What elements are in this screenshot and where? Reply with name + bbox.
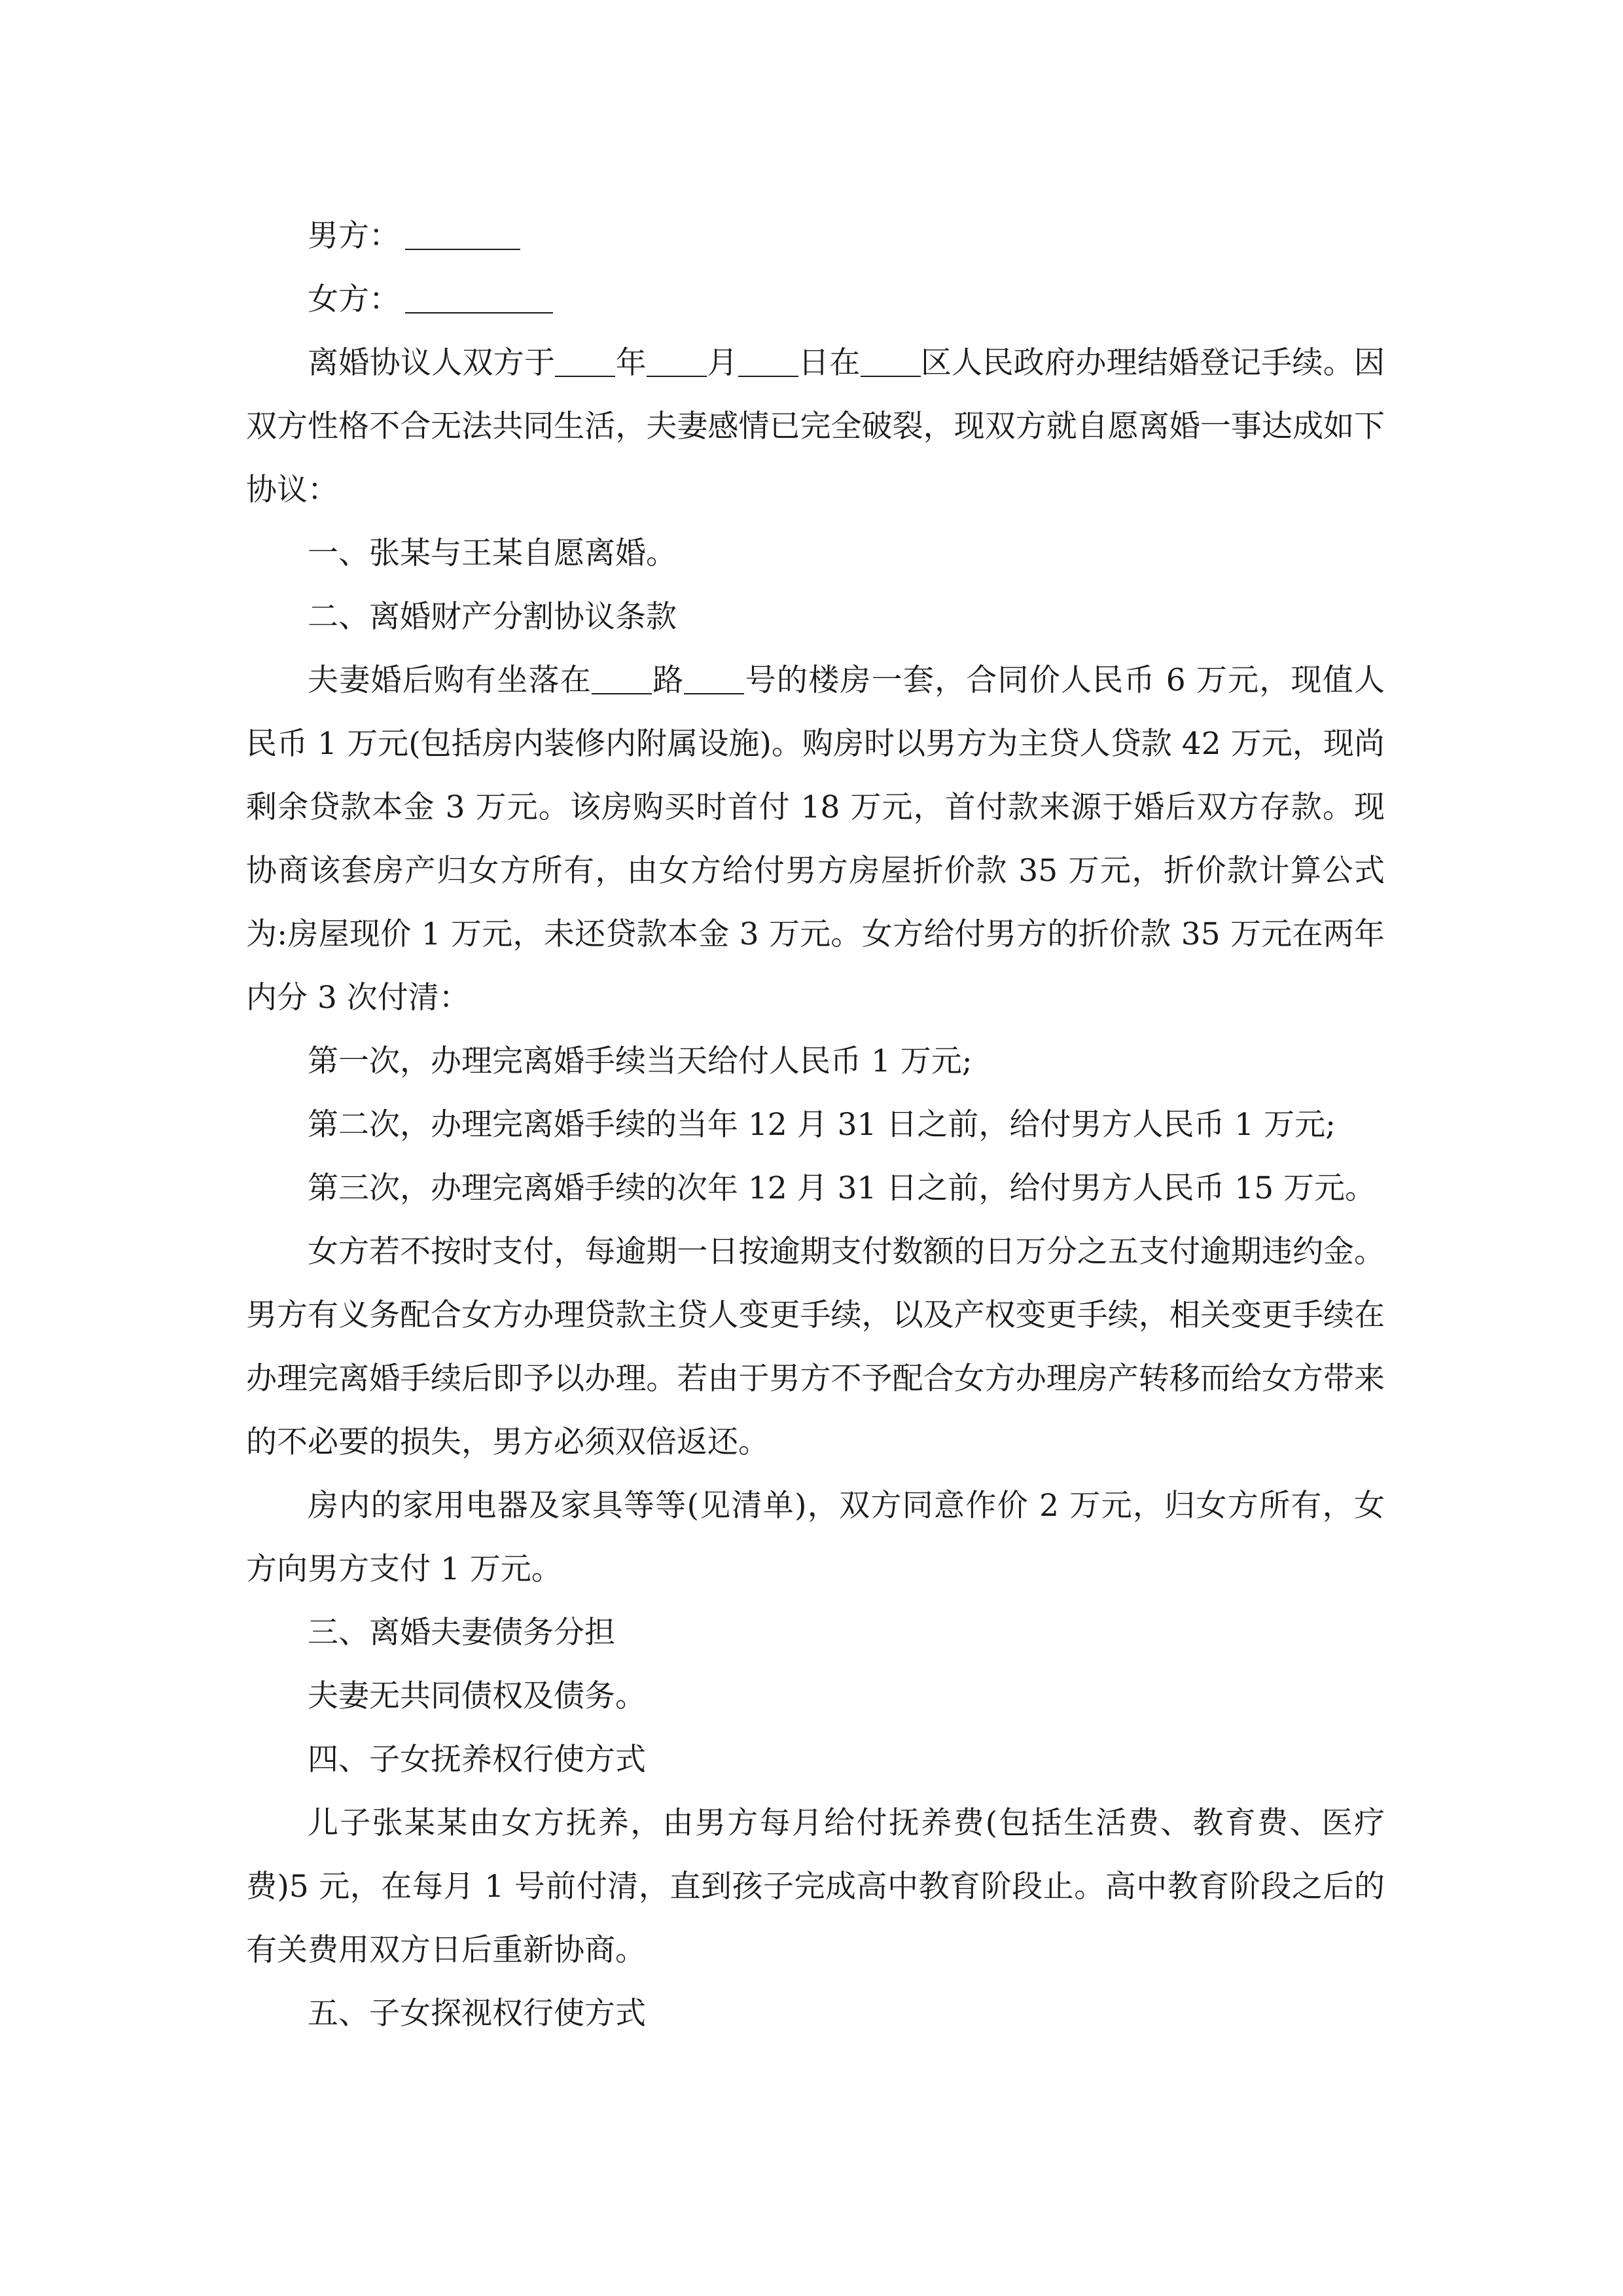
clause-4-title: 四、子女抚养权行使方式: [308, 1742, 646, 1778]
wife-label: 女方：: [308, 281, 400, 317]
intro-paragraph: [246, 331, 1385, 522]
husband-line: [246, 204, 1385, 268]
intro-text: 离婚协议人双方于: [308, 345, 556, 381]
day-label: 日在: [798, 345, 861, 381]
clause-5-title: 五、子女探视权行使方式: [308, 1996, 646, 2032]
wife-line: [246, 268, 1385, 331]
husband-label: 男方：: [308, 218, 400, 254]
appliances-paragraph: 房内的家用电器及家具等等(见清单)，双方同意作价 2 万元，归女方所有，女方向男方支付 1 万元。: [246, 1488, 1385, 1587]
property-text-2: 号的楼房一套，合同价人民币 6 万元，现值人民币 1 万元(包括房内装修内附属设施)。购房时以男方为主贷人贷款 42 万元，现尚剩余贷款本金 3 万元。该房购买时首付 18 万元，首付款来源于婚后双方存款。现协商该套房产归女方所有，由女方给付男方房屋折价款 35 万元，折价款计算公式为:房屋现价 1 万元，未还贷款本金 3 万元。女方给付男方的折价款 35 万元在两年内分 3 次付清：: [246, 662, 1385, 1016]
custody-paragraph: 儿子张某某由女方抚养，由男方每月给付抚养费(包括生活费、教育费、医疗费)5 元，在每月 1 号前付清，直到孩子完成高中教育阶段止。高中教育阶段之后的有关费用双方日后重新协商。: [246, 1805, 1385, 1968]
number-blank: [684, 662, 744, 694]
payment-1: 第一次，办理完离婚手续当天给付人民币 1 万元;: [308, 1043, 972, 1079]
intro-text-2: 区人民政府办理结婚登记手续。因双方性格不合无法共同生活，夫妻感情已完全破裂，现双方就自愿离婚一事达成如下协议：: [246, 345, 1385, 508]
payment-3: 第三次，办理完离婚手续的次年 12 月 31 日之前，给付男方人民币 15 万元。: [308, 1170, 1376, 1206]
month-label: 月: [707, 345, 738, 381]
road-label: 路: [652, 662, 685, 698]
debts-paragraph: 夫妻无共同债权及债务。: [308, 1678, 646, 1714]
road-blank: [592, 662, 652, 694]
day-blank: [738, 345, 798, 377]
payment-2: 第二次，办理完离婚手续的当年 12 月 31 日之前，给付男方人民币 1 万元;: [308, 1107, 1336, 1143]
clause-1: 一、张某与王某自愿离婚。: [308, 535, 677, 571]
month-blank: [647, 345, 707, 377]
clause-2-title: 二、离婚财产分割协议条款: [308, 599, 677, 635]
husband-name-blank: [405, 218, 520, 250]
property-text: 夫妻婚后购有坐落在: [308, 662, 592, 698]
property-paragraph: [246, 649, 1385, 1030]
year-label: 年: [615, 345, 647, 381]
year-blank: [555, 345, 615, 377]
agreement-page: [246, 204, 1385, 2045]
penalty-paragraph: 女方若不按时支付，每逾期一日按逾期支付数额的日万分之五支付逾期违约金。男方有义务配合女方办理贷款主贷人变更手续，以及产权变更手续，相关变更手续在办理完离婚手续后即予以办理。若由于男方不予配合女方办理房产转移而给女方带来的不必要的损失，男方必须双倍返还。: [246, 1234, 1385, 1460]
clause-3-title: 三、离婚夫妻债务分担: [308, 1615, 615, 1651]
district-blank: [861, 345, 921, 377]
wife-name-blank: [405, 281, 553, 314]
